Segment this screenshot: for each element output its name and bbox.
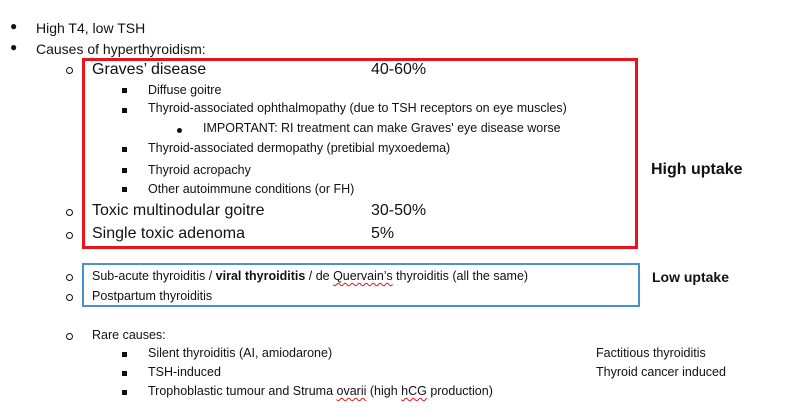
subacute-text-a: Sub-acute thyroiditis / [92,269,216,283]
bullet-dot [177,128,182,133]
graves-important-note: IMPORTANT: RI treatment can make Graves' eye disease worse [203,121,561,135]
bullet-dot: ● [10,19,18,33]
line-high-t4: High T4, low TSH [36,20,146,36]
rare-thyroid-cancer-induced: Thyroid cancer induced [596,365,726,379]
cause-graves: Graves’ disease [92,61,207,78]
bullet-square [122,390,127,395]
tropho-hcg: hCG [401,384,427,398]
cause-toxic-multinodular-goitre: Toxic multinodular goitre [92,202,265,219]
bullet-circle [66,67,73,74]
bullet-square [122,88,127,93]
cause-single-toxic-adenoma: Single toxic adenoma [92,225,245,242]
bullet-square [122,352,127,357]
rare-trophoblastic-tumour [148,385,493,398]
rare-silent-thyroiditis: Silent thyroiditis (AI, amiodarone) [148,346,333,360]
bullet-circle [66,333,73,340]
tropho-text-b: (high [366,384,402,398]
bullet-square [122,108,127,113]
graves-ophthalmopathy: Thyroid-associated ophthalmopathy (due to TSH receptors on eye muscles) [148,101,567,115]
bullet-circle [66,274,73,281]
subacute-quervain: Quervain’s [333,269,393,283]
bullet-circle [66,294,73,301]
bullet-circle [66,209,73,216]
line-causes-heading: Causes of hyperthyroidism: [36,41,206,57]
rare-factitious-thyroiditis: Factitious thyroiditis [596,346,706,360]
label-low-uptake: Low uptake [652,269,730,285]
bullet-square [122,168,127,173]
bullet-square [122,187,127,192]
subacute-viral-thyroiditis: viral thyroiditis [215,269,306,283]
graves-autoimmune: Other autoimmune conditions (or FH) [148,182,355,196]
cause-subacute-thyroiditis [92,270,528,283]
bullet-dot: ● [10,40,18,54]
single-adenoma-percentage: 5% [371,225,395,242]
subacute-text-b: / de [305,269,334,283]
graves-acropachy: Thyroid acropachy [148,163,251,177]
subacute-text-c: thyroiditis (all the same) [392,269,529,283]
graves-diffuse-goitre: Diffuse goitre [148,83,222,97]
label-high-uptake: High uptake [651,161,743,178]
bullet-square [122,371,127,376]
toxic-mng-percentage: 30-50% [371,202,427,219]
rare-tsh-induced: TSH-induced [148,365,221,379]
tropho-ovarii: ovarii [336,384,367,398]
cause-postpartum-thyroiditis: Postpartum thyroiditis [92,289,213,303]
graves-dermopathy: Thyroid-associated dermopathy (pretibial myxoedema) [148,141,451,155]
tropho-text-a: Trophoblastic tumour and Struma [148,384,337,398]
graves-percentage: 40-60% [371,61,427,78]
rare-causes-heading: Rare causes: [92,328,166,342]
bullet-circle [66,232,73,239]
bullet-square [122,147,127,152]
tropho-text-c: production) [426,384,493,398]
